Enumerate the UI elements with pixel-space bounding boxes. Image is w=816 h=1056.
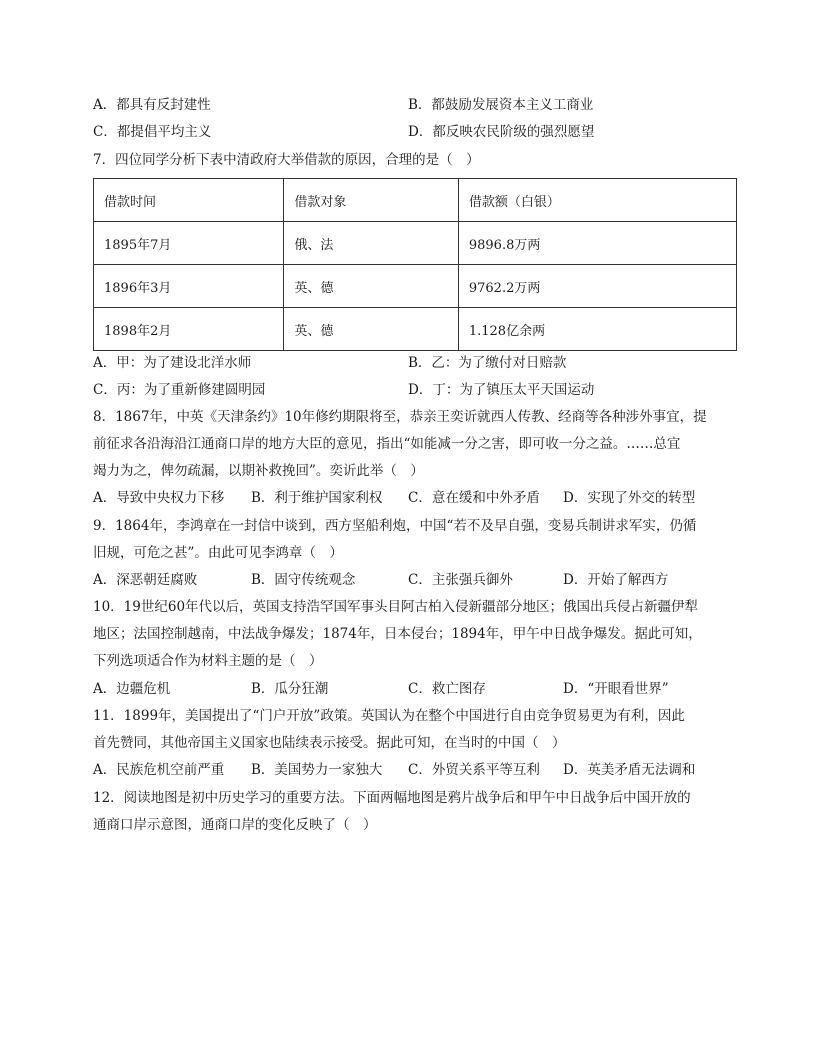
q10-stem-line: 10．19世纪60年代以后，英国支持浩罕国军事头目阿古柏入侵新疆部分地区；俄国出兵侵占新疆伊犁 [93, 599, 699, 615]
q9-option-b: B．固守传统观念 [251, 572, 356, 588]
q6-option-d: D．都反映农民阶级的强烈愿望 [408, 124, 595, 140]
table-cell: 1895年7月 [94, 222, 284, 265]
q11-stem-line: 11．1899年，美国提出了“门户开放”政策。英国认为在整个中国进行自由竞争贸易更为有利，因此 [93, 708, 685, 724]
q8-stem-line: 8．1867年，中英《天津条约》10年修约期限将至，恭亲王奕䜣就西人传教、经商等各种涉外事宜，提 [93, 409, 707, 425]
q7-option-a: A．甲：为了建设北洋水师 [93, 355, 252, 371]
table-row [94, 222, 737, 265]
q10-stem-line: 下列选项适合作为材料主题的是（ ） [93, 653, 323, 669]
table-cell: 9762.2万两 [458, 265, 736, 308]
q8-option-d: D．实现了外交的转型 [563, 490, 696, 506]
q6-option-a: A．都具有反封建性 [93, 97, 211, 113]
table-row [94, 265, 737, 308]
q11-option-b: B．美国势力一家独大 [251, 762, 383, 778]
q8-option-c: C．意在缓和中外矛盾 [408, 490, 540, 506]
q7-option-b: B．乙：为了缴付对日赔款 [408, 355, 567, 371]
q8-option-a: A．导致中央权力下移 [93, 490, 225, 506]
table-row [94, 308, 737, 351]
q7-stem: 7．四位同学分析下表中清政府大举借款的原因，合理的是（ ） [93, 152, 480, 168]
loan-table [93, 178, 737, 351]
q11-option-c: C．外贸关系平等互利 [408, 762, 540, 778]
q10-stem-line: 地区；法国控制越南，中法战争爆发；1874年，日本侵台；1894年，甲午中日战争爆发。据此可知， [93, 626, 702, 642]
q6-option-b: B．都鼓励发展资本主义工商业 [408, 97, 594, 113]
q11-stem-line: 首先赞同，其他帝国主义国家也陆续表示接受。据此可知，在当时的中国（ ） [93, 735, 566, 751]
q8-stem-line: 前征求各沿海沿江通商口岸的地方大臣的意见，指出“如能减一分之害，即可收一分之益。……总宜 [93, 436, 681, 452]
q10-option-c: C．救亡图存 [408, 681, 486, 697]
q11-option-a: A．民族危机空前严重 [93, 762, 225, 778]
table-cell: 1896年3月 [94, 265, 284, 308]
q11-option-d: D．英美矛盾无法调和 [563, 762, 696, 778]
table-cell: 俄、法 [284, 222, 458, 265]
table-cell: 1898年2月 [94, 308, 284, 351]
table-cell: 1.128亿余两 [458, 308, 736, 351]
q12-stem-line: 通商口岸示意图，通商口岸的变化反映了（ ） [93, 817, 377, 833]
q9-option-a: A．深恶朝廷腐败 [93, 572, 198, 588]
q8-option-b: B．利于维护国家利权 [251, 490, 383, 506]
table-header-row [94, 179, 737, 222]
table-cell: 英、德 [284, 265, 458, 308]
q7-option-c: C．丙：为了重新修建圆明园 [93, 382, 266, 398]
q9-option-c: C．主张强兵御外 [408, 572, 513, 588]
q7-option-d: D．丁：为了镇压太平天国运动 [408, 382, 595, 398]
q10-option-b: B．瓜分狂潮 [251, 681, 329, 697]
table-cell: 英、德 [284, 308, 458, 351]
table-header-cell: 借款时间 [94, 179, 284, 222]
q9-stem-line: 旧规，可危之甚”。由此可见李鸿章（ ） [93, 545, 343, 561]
table-header-cell: 借款对象 [284, 179, 458, 222]
q9-stem-line: 9．1864年，李鸿章在一封信中谈到，西方坚船利炮，中国“若不及早自强，变易兵制讲求军实，仍循 [93, 518, 697, 534]
q10-option-a: A．边疆危机 [93, 681, 171, 697]
q6-option-c: C．都提倡平均主义 [93, 124, 212, 140]
q10-option-d: D．“开眼看世界” [563, 681, 669, 697]
table-header-cell: 借款额（白银） [458, 179, 736, 222]
q9-option-d: D．开始了解西方 [563, 572, 669, 588]
q12-stem-line: 12．阅读地图是初中历史学习的重要方法。下面两幅地图是鸦片战争后和甲午中日战争后中国开放的 [93, 790, 691, 806]
table-cell: 9896.8万两 [458, 222, 736, 265]
q8-stem-line: 竭力为之，俾勿疏漏，以期补救挽回”。奕䜣此举（ ） [93, 463, 424, 479]
